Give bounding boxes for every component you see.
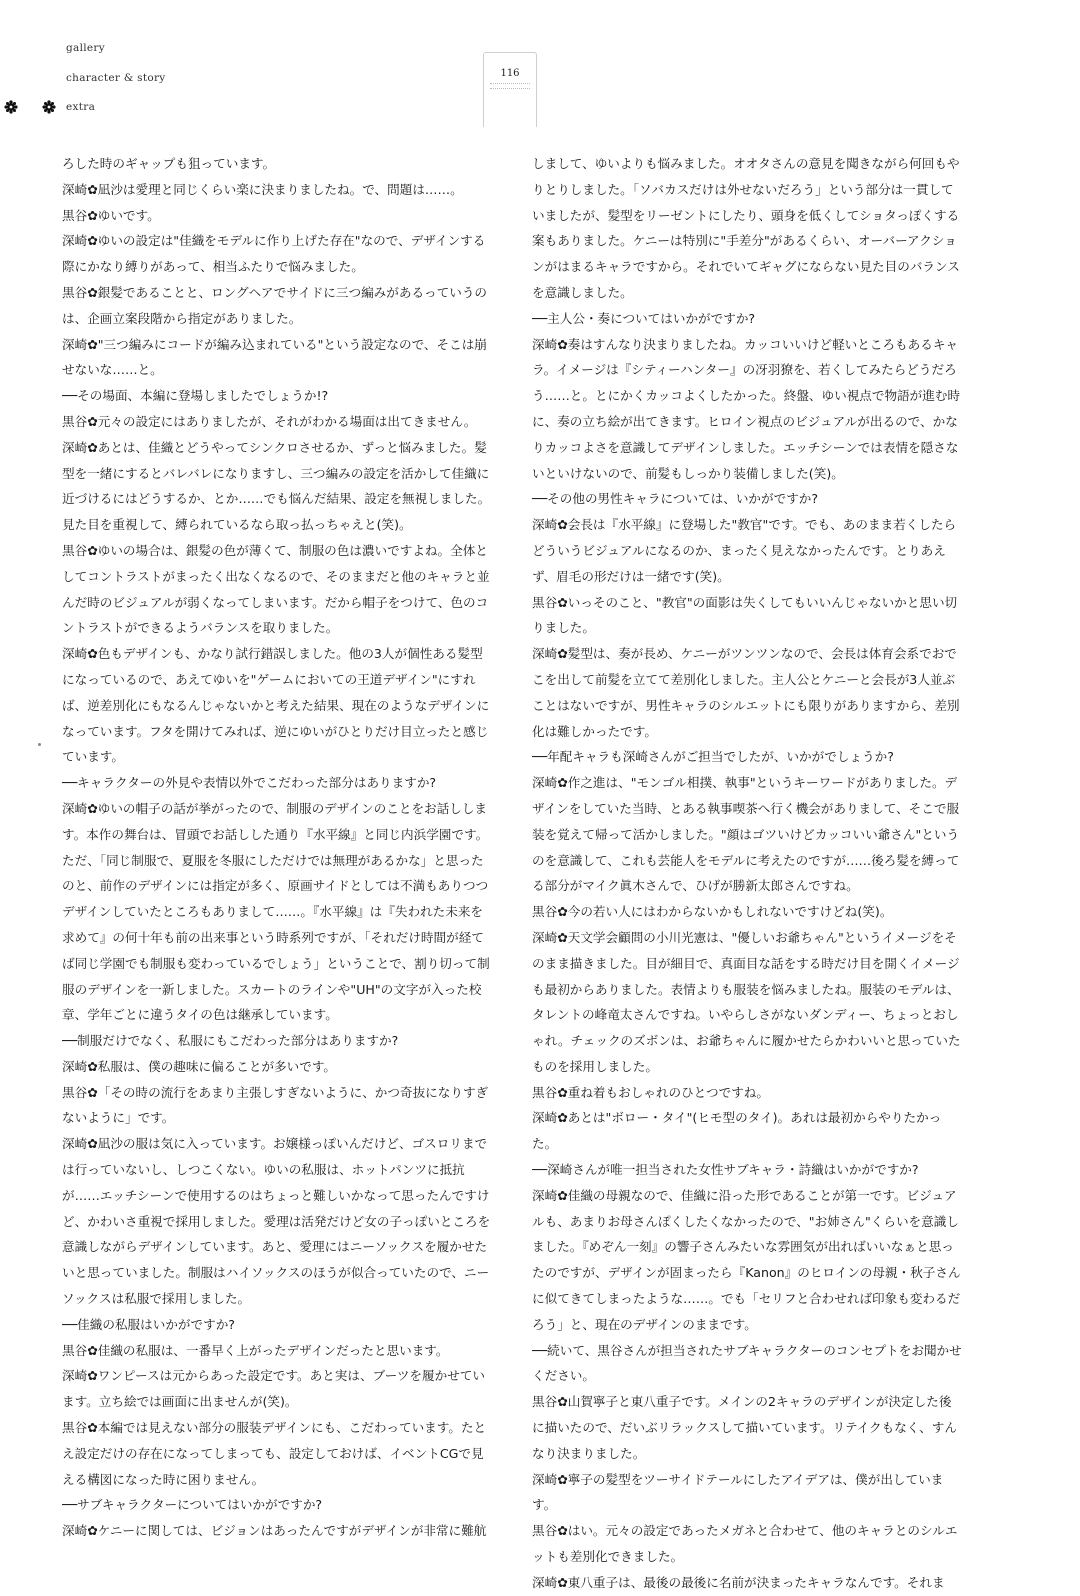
interview-paragraph: ──その場面、本編に登場しましたでしょうか!? xyxy=(62,388,329,404)
interview-paragraph: 深崎✿佳織の母親なので、佳織に沿った形であることが第一です。ビジュアルも、あまりお母さんぽくしたくなかったので、"お姉さん"くらいを意識しました。『めぞん一刻』の響子さんみたいな雰囲気が出ればいいなぁと思ったのですが、デザインが固まったら『Kanon』のヒロインの母親・秋子さんに似てきてしまったような……。でも「セリフと合わせれば印象も変わるだろう」と、現在のデザインのままです。 xyxy=(532,1187,961,1332)
interview-paragraph: 深崎✿あとは、佳織とどうやってシンクロさせるか、ずっと悩みました。髪型を一緒にするとバレバレになりますし、三つ編みの設定を活かして佳織に近づけるにはどうするか、とか……でも悩んだ結果、設定を無視しました。見た目を重視して、縛られているなら取っ払っちゃえと(笑)。 xyxy=(62,439,491,533)
interview-paragraph: 黒谷✿はい。元々の設定であったメガネと合わせて、他のキャラとのシルエットも差別化できました。 xyxy=(532,1523,958,1565)
interview-paragraph: ろした時のギャップも狙っています。 xyxy=(62,156,276,171)
page-ornament xyxy=(490,83,530,89)
page-number: 116 xyxy=(500,68,520,79)
interview-paragraph: ──年配キャラも深崎さんがご担当でしたが、いかがでしょうか? xyxy=(532,749,894,765)
interview-paragraph: 深崎✿作之進は、"モンゴル相撲、執事"というキーワードがありました。デザインをしていた当時、とある執事喫茶へ行く機会がありまして、そこで服装を覚えて帰って活かしました。"顔はゴツいけどカッコいい爺さん"というのを意識して、これも芸能人をモデルに考えたのですが……後ろ髪を縛ってる部分がマイク眞木さんで、ひげが勝新太郎さんですね。 xyxy=(532,775,960,894)
nav-item-gallery[interactable]: gallery xyxy=(66,42,105,54)
interview-paragraph: 黒谷✿銀髪であることと、ロングヘアでサイドに三つ編みがあるっていうのは、企画立案段階から指定がありました。 xyxy=(62,284,488,326)
interview-paragraph: 黒谷✿山賀寧子と東八重子です。メインの2キャラのデザインが決定した後に描いたので、だいぶリラックスして描いています。リテイクもなく、すんなり決まりました。 xyxy=(532,1394,957,1461)
interview-paragraph: しまして、ゆいよりも悩みました。オオタさんの意見を聞きながら何回もやりとりしました。「ソバカスだけは外せないだろう」という部分は一貫していましたが、髪型をリーゼントにしたり、頭身を低くしてショタっぽくする案もありました。ケニーは特別に"手差分"があるくらい、オーバーアクションがはまるキャラですから。それでいてギャグにならない見た目のバランスを意識しました。 xyxy=(532,156,960,300)
interview-paragraph: 深崎✿私服は、僕の趣味に偏ることが多いです。 xyxy=(62,1058,337,1074)
interview-paragraph: 黒谷✿ゆいです。 xyxy=(62,207,160,223)
interview-paragraph: 黒谷✿「その時の流行をあまり主張しすぎないように、かつ奇抜になりすぎないように」です。 xyxy=(62,1084,489,1126)
interview-paragraph: ──主人公・奏についてはいかがですか? xyxy=(532,310,756,326)
page-number-tab xyxy=(483,52,537,127)
interview-paragraph: 深崎✿あとは"ボロー・タイ"(ヒモ型のタイ)。あれは最初からやりたかった。 xyxy=(532,1110,942,1152)
interview-paragraph: ──深崎さんが唯一担当された女性サブキャラ・詩織はいかがですか? xyxy=(532,1162,919,1178)
section-nav xyxy=(0,0,300,130)
interview-column-right xyxy=(532,151,964,1596)
interview-paragraph: 深崎✿色もデザインも、かなり試行錯誤しました。他の3人が個性ある髪型になっているので、あえてゆいを"ゲームにおいての王道デザイン"にすれば、逆差別化にもなるんじゃないかと考えた結果、現在のようなデザインになっています。フタを開けてみれば、逆にゆいがひとりだけ目立ったと感じています。 xyxy=(62,646,490,765)
interview-paragraph: 深崎✿ゆいの帽子の話が挙がったので、制服のデザインのことをお話しします。本作の舞台は、冒頭でお話しした通り『水平線』と同じ内浜学園です。ただ、「同じ制服で、夏服を冬服にしただけでは無理があるかな」と思ったのと、前作のデザインには指定が多く、原画サイドとしては不満もありつつデザインしていたところもありまして……。『水平線』は『失われた未来を求めて』の何十年も前の出来事という時系列ですが、「それだけ時間が経てば同じ学園でも制服も変わっているでしょう」ということで、割り切って制服のデザインを一新しました。スカートのラインや"UH"の文字が入った校章、学年ごとに違うタイの色は継承しています。 xyxy=(62,800,490,1023)
interview-paragraph: 深崎✿寧子の髪型をツーサイドテールにしたアイデアは、僕が出しています。 xyxy=(532,1471,944,1513)
nav-item-extra[interactable]: extra xyxy=(66,101,96,113)
interview-paragraph: 深崎✿東八重子は、最後の最後に名前が決まったキャラなんです。それま xyxy=(532,1574,945,1590)
interview-paragraph: ──サブキャラクターについてはいかがですか? xyxy=(62,1497,323,1513)
nav-item-character-story[interactable]: character & story xyxy=(66,72,166,84)
interview-paragraph: 深崎✿ワンピースは元からあった設定です。あと実は、ブーツを履かせています。立ち絵では画面に出ませんが(笑)。 xyxy=(62,1368,485,1410)
interview-paragraph: 黒谷✿今の若い人にはわからないかもしれないですけどね(笑)。 xyxy=(532,904,893,920)
interview-paragraph: 黒谷✿元々の設定にはありましたが、それがわかる場面は出てきません。 xyxy=(62,413,477,429)
interview-paragraph: ──制服だけでなく、私服にもこだわった部分はありますか? xyxy=(62,1033,399,1049)
interview-paragraph: 黒谷✿本編では見えない部分の服装デザインにも、こだわっています。たとえ設定だけの存在になってしまっても、設定しておけば、イベントCGで見える構図になった時に困りません。 xyxy=(62,1420,487,1487)
interview-paragraph: 深崎✿"三つ編みにコードが編み込まれている"という設定なので、そこは崩せないな……と。 xyxy=(62,336,487,378)
interview-paragraph: 黒谷✿いっそのこと、"教官"の面影は失くしてもいいんじゃないかと思い切りました。 xyxy=(532,594,958,636)
interview-column-left xyxy=(62,151,494,1544)
gear-flower-icon xyxy=(42,100,56,114)
gear-flower-icon xyxy=(4,100,18,114)
interview-paragraph: 深崎✿天文学会顧問の小川光憲は、"優しいお爺ちゃん"というイメージをそのまま描きました。目が細目で、真面目な話をする時だけ目を開くイメージも最初からありました。表情よりも服装を悩みましたね。服装のモデルは、タレントの峰竜太さんですね。いやらしさがないダンディー、ちょっとおしゃれ。チェックのズボンは、お爺ちゃんに履かせたらかわいいと思っていたものを採用しました。 xyxy=(532,929,961,1074)
interview-paragraph: 黒谷✿佳織の私服は、一番早く上がったデザインだったと思います。 xyxy=(62,1342,449,1358)
interview-paragraph: 深崎✿ケニーに関しては、ビジョンはあったんですがデザインが非常に難航 xyxy=(62,1523,487,1539)
interview-paragraph: ──その他の男性キャラについては、いかがですか? xyxy=(532,491,819,507)
interview-paragraph: 黒谷✿ゆいの場合は、銀髪の色が薄くて、制服の色は濃いですよね。全体としてコントラストがまったく出なくなるので、そのままだと他のキャラと並んだ時のビジュアルが弱くなってしまいます。だから帽子をつけて、色のコントラストができるようバランスを取りました。 xyxy=(62,542,490,636)
interview-paragraph: 深崎✿会長は『水平線』に登場した"教官"です。でも、あのまま若くしたらどういうビジュアルになるのか、まったく見えなかったんです。とりあえず、眉毛の形だけは一緒です(笑)。 xyxy=(532,517,957,584)
interview-paragraph: ──続いて、黒谷さんが担当されたサブキャラクターのコンセプトをお聞かせください。 xyxy=(532,1342,962,1384)
interview-paragraph: 深崎✿奏はすんなり決まりましたね。カッコいいけど軽いところもあるキャラ。イメージは『シティーハンター』の冴羽獠を、若くしてみたらどうだろう……と。とにかくカッコよくしたかった。終盤、ゆい視点で物語が進む時に、奏の立ち絵が出てきます。ヒロイン視点のビジュアルが出るので、かなりカッコよさを意識してデザインしました。エッチシーンでは表情を隠さないといけないので、前髪もしっかり装備しました(笑)。 xyxy=(532,336,961,481)
interview-paragraph: 深崎✿凪沙は愛理と同じくらい楽に決まりましたね。で、問題は……。 xyxy=(62,181,463,197)
print-speck xyxy=(38,743,41,746)
interview-paragraph: 深崎✿ゆいの設定は"佳織をモデルに作り上げた存在"なので、デザインする際にかなり縛りがあって、相当ふたりで悩みました。 xyxy=(62,233,486,275)
interview-paragraph: 黒谷✿重ね着もおしゃれのひとつですね。 xyxy=(532,1084,769,1100)
interview-paragraph: 深崎✿凪沙の服は気に入っています。お嬢様っぽいんだけど、ゴスロリまでは行っていないし、しつこくない。ゆいの私服は、ホットパンツに抵抗が……エッチシーンで使用するのはちょっと難しいかなって思ったんですけど、かわいさ重視で採用しました。愛理は活発だけど女の子っぽいところを意識しながらデザインしています。あと、愛理にはニーソックスを履かせたいと思っていました。制服はハイソックスのほうが似合っていたので、ニーソックスは私服で採用しました。 xyxy=(62,1136,491,1307)
interview-paragraph: ──キャラクターの外見や表情以外でこだわった部分はありますか? xyxy=(62,775,437,791)
interview-paragraph: 深崎✿髪型は、奏が長め、ケニーがツンツンなので、会長は体育会系でおでこを出して前髪を立てて差別化しました。主人公とケニーと会長が3人並ぶことはないですが、男性キャラのシルエットにも限りがありますから、差別化は難しかったです。 xyxy=(532,646,960,739)
interview-paragraph: ──佳織の私服はいかがですか? xyxy=(62,1316,235,1332)
